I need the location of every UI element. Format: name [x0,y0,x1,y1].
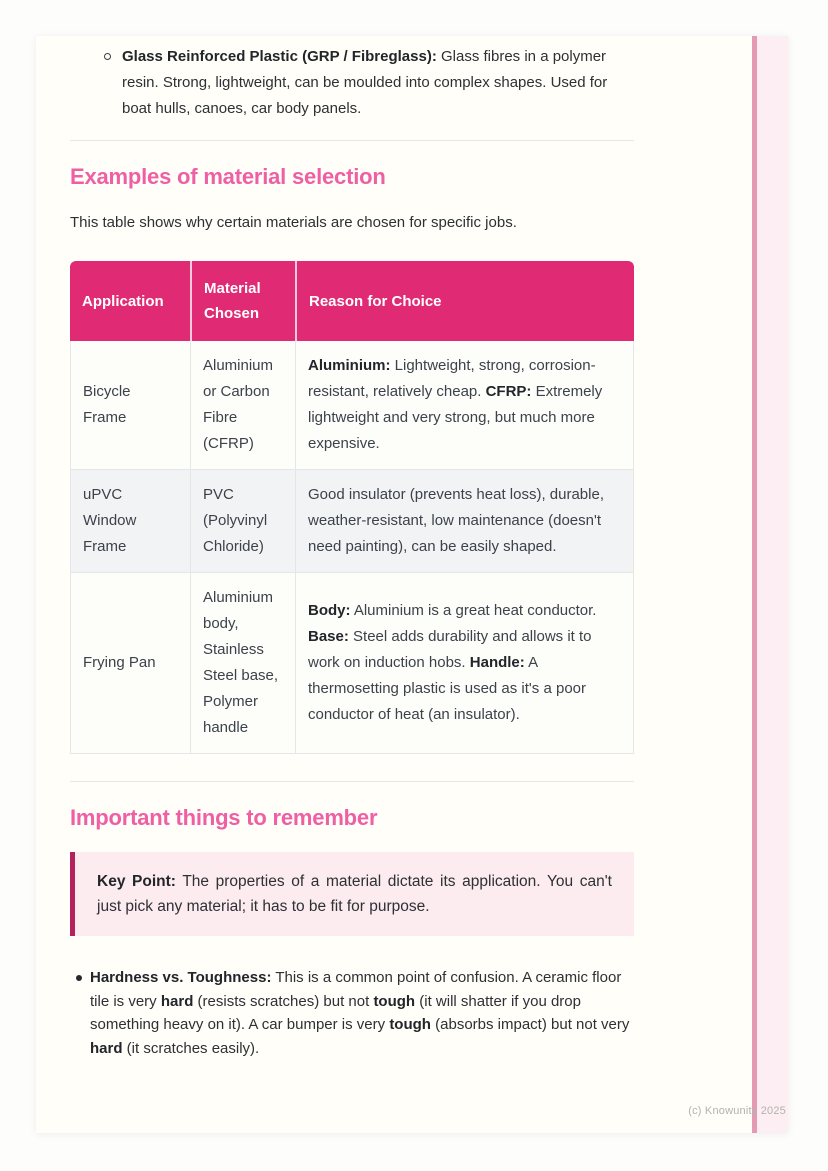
list-item-grp-text: Glass Reinforced Plastic (GRP / Fibreglass): Glass fibres in a polymer resin. Strong, lightweight, can be moulded into complex shapes. Used for boat hulls, canoes, car body panels. [122,48,608,117]
circle-bullet-icon [104,53,111,60]
table-row-frying-pan [70,573,634,754]
cell-reason: Good insulator (prevents heat loss), durable, weather-resistant, low maintenance (doesn't need painting), can be easily shaped. [295,470,634,573]
table-row-upvc-window [70,470,634,573]
list-item-grp [70,44,634,122]
dot-bullet-icon [76,975,82,981]
cell-application: Frying Pan [70,573,190,754]
section-divider [70,140,634,141]
column-header-application: Application [70,261,190,341]
material-selection-table [70,261,634,754]
watermark: (c) Knowunity 2025 [688,1105,786,1117]
table-intro-text: This table shows why certain materials are chosen for specific jobs. [70,214,517,231]
section-title-important: Important things to remember [70,805,378,830]
cell-application: uPVC Window Frame [70,470,190,573]
table-header-row [70,261,634,341]
cell-material: Aluminium or Carbon Fibre (CFRP) [190,341,295,470]
cell-material: Aluminium body, Stainless Steel base, Polymer handle [190,573,295,754]
cell-reason: Aluminium: Lightweight, strong, corrosion-resistant, relatively cheap. CFRP: Extremely lightweight and very strong, but much more expensive. [295,341,634,470]
section-title-examples: Examples of material selection [70,164,386,189]
document-page [36,36,788,1133]
cell-application: Bicycle Frame [70,341,190,470]
key-point-callout [70,852,634,936]
page-content [70,36,634,1060]
page-edge-band [752,36,788,1133]
section-divider [70,781,634,782]
key-point-text: Key Point: The properties of a material dictate its application. You can't just pick any material; it has to be fit for purpose. [97,873,612,915]
list-item-hardness-toughness [70,966,634,1060]
column-header-material: Material Chosen [190,261,295,341]
table-row-bicycle-frame [70,341,634,470]
list-item-hardness-text: Hardness vs. Toughness: This is a common point of confusion. A ceramic floor tile is very hard (resists scratches) but not tough (it will shatter if you drop something heavy on it). A car bumper is very tough (absorbs impact) but not very hard (it scratches easily). [90,969,630,1057]
cell-material: PVC (Polyvinyl Chloride) [190,470,295,573]
column-header-reason: Reason for Choice [295,261,634,341]
cell-reason: Body: Aluminium is a great heat conductor. Base: Steel adds durability and allows it to work on induction hobs. Handle: A thermosetting plastic is used as it's a poor conductor of heat (an insulator). [295,573,634,754]
